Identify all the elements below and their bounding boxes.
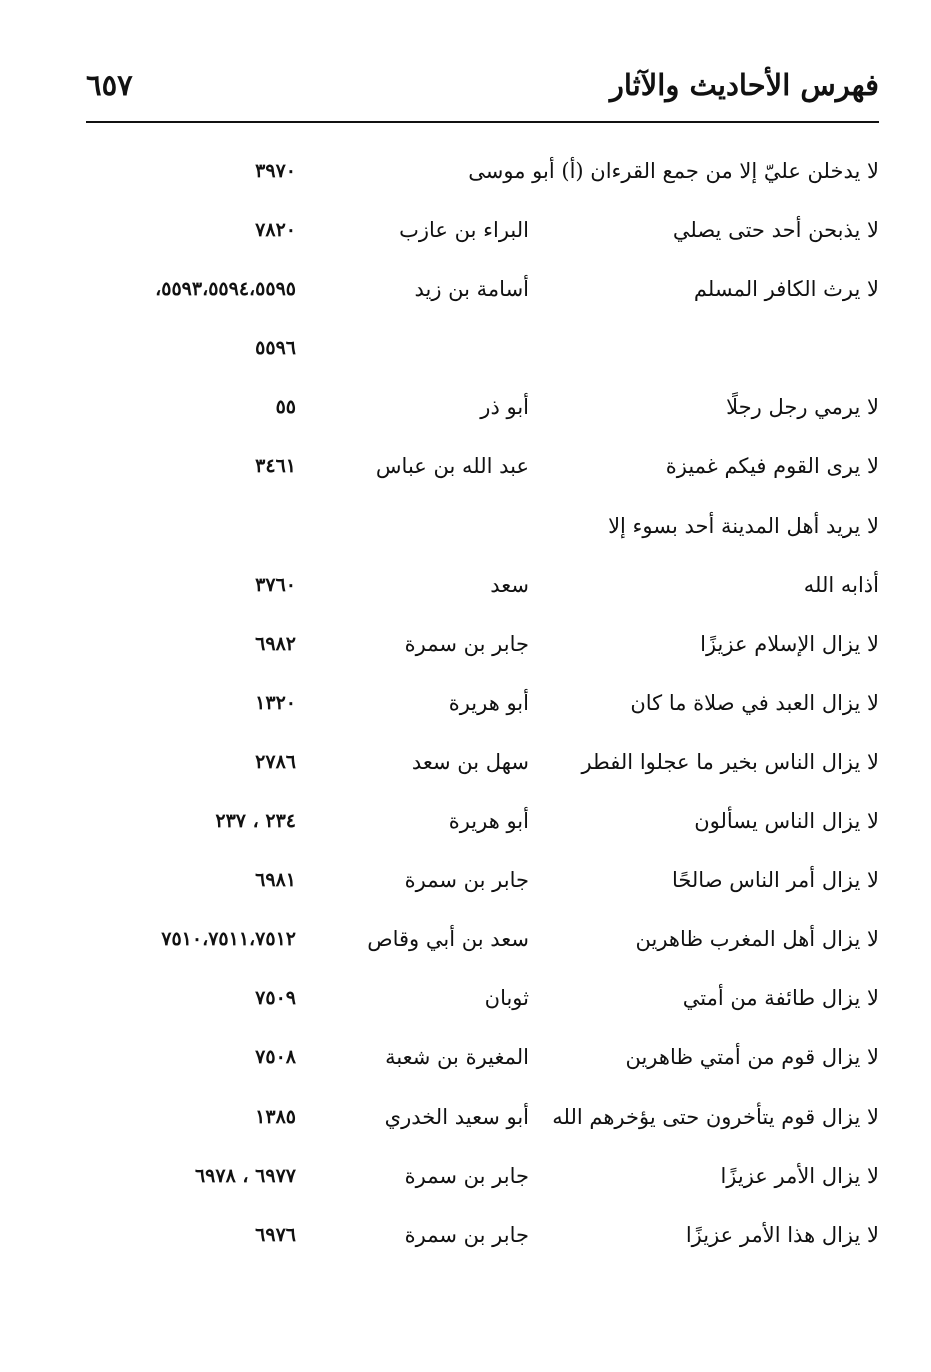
narrator: سعد بن أبي وقاص (367, 927, 529, 952)
hadith-text: لا يدخلن عليّ إلا من جمع القرءان (أ) أبو موسى (468, 159, 879, 183)
hadith-text: لا يرى القوم فيكم غميزة (665, 454, 879, 479)
narrator: سهل بن سعد (411, 749, 529, 774)
hadith-numbers: ٢٣٤ ، ٢٣٧ (215, 810, 296, 833)
hadith-text: لا يزال العبد في صلاة ما كان (630, 690, 879, 715)
hadith-numbers: ٦٩٧٧ ، ٦٩٧٨ (194, 1164, 296, 1187)
narrator: جابر بن سمرة (404, 631, 529, 656)
hadith-numbers: ٧٥٠٩ (255, 987, 296, 1010)
hadith-numbers: ٦٩٨٢ (255, 632, 296, 655)
hadith-text: لا يزال الناس بخير ما عجلوا الفطر (581, 749, 879, 774)
narrator: أبو ذر (480, 395, 529, 420)
narrator: أسامة بن زيد (414, 277, 529, 302)
hadith-numbers: ٣٧٦٠ (255, 573, 296, 596)
hadith-numbers: ٦٩٧٦ (255, 1223, 296, 1246)
index-entry (86, 852, 879, 911)
index-entry (86, 1029, 879, 1088)
hadith-text: لا يزال أهل المغرب ظاهرين (635, 927, 879, 952)
hadith-numbers: ٥٥٩٣،٥٥٩٤،٥٥٩٥، (155, 278, 296, 301)
narrator: جابر بن سمرة (404, 868, 529, 893)
hadith-numbers: ٧٥٠٨ (255, 1046, 296, 1069)
narrator: ثوبان (484, 986, 529, 1011)
narrator: سعد (490, 572, 529, 597)
hadith-numbers: ٣٤٦١ (255, 455, 296, 478)
hadith-numbers: ٣٩٧٠ (255, 160, 296, 182)
hadith-numbers: ٧٥١٠،٧٥١١،٧٥١٢ (161, 928, 296, 951)
hadith-text: لا يزال هذا الأمر عزيزًا (685, 1222, 879, 1247)
index-entry (86, 911, 879, 970)
hadith-text: لا يزال الأمر عزيزًا (720, 1163, 879, 1188)
narrator: البراء بن عازب (399, 218, 529, 243)
narrator: أبو سعيد الخدري (384, 1104, 529, 1129)
narrator: جابر بن سمرة (404, 1222, 529, 1247)
hadith-numbers: ٧٨٢٠ (255, 219, 296, 242)
hadith-numbers: ٢٧٨٦ (255, 750, 296, 773)
index-entry (86, 1089, 879, 1148)
hadith-text: لا يريد أهل المدينة أحد بسوء إلا (608, 513, 879, 538)
hadith-text: لا يزال الناس يسألون (694, 809, 879, 834)
page-number: ٦٥٧ (86, 68, 133, 102)
hadith-text: لا يزال الإسلام عزيزًا (700, 631, 879, 656)
hadith-text: أذابه الله (803, 572, 879, 597)
hadith-numbers: ١٣٨٥ (255, 1105, 296, 1128)
index-entry (86, 1148, 879, 1207)
index-entry (86, 261, 879, 320)
index-entry (86, 616, 879, 675)
hadith-text: لا يزال قوم من أمتي ظاهرين (625, 1045, 879, 1070)
header-divider (86, 121, 879, 123)
index-entry (86, 557, 879, 616)
hadith-numbers: ٥٥ (275, 396, 296, 419)
hadith-text: لا يذبحن أحد حتى يصلي (672, 218, 879, 243)
hadith-numbers: ٦٩٨١ (255, 869, 296, 892)
narrator: أبو هريرة (448, 809, 529, 834)
index-entry (86, 970, 879, 1029)
hadith-text: لا يرمي رجل رجلًا (726, 395, 879, 420)
hadith-text: لا يزال طائفة من أمتي (682, 986, 879, 1011)
narrator: عبد الله بن عباس (375, 454, 529, 479)
index-entry (86, 143, 879, 202)
index-entry (86, 793, 879, 852)
index-entry (86, 1207, 879, 1266)
hadith-numbers: ١٣٢٠ (255, 691, 296, 714)
hadith-numbers: ٥٥٩٦ (255, 337, 296, 360)
index-entry (86, 498, 879, 557)
hadith-text: لا يرث الكافر المسلم (693, 277, 879, 302)
page-title: فهرس الأحاديث والآثار (609, 68, 879, 102)
index-entry (86, 202, 879, 261)
hadith-text: لا يزال أمر الناس صالحًا (671, 868, 879, 893)
index-entries (86, 143, 879, 1266)
index-entry (86, 320, 879, 379)
index-entry (86, 675, 879, 734)
narrator: المغيرة بن شعبة (385, 1045, 529, 1070)
page-header (86, 62, 879, 122)
narrator: أبو هريرة (448, 690, 529, 715)
narrator: جابر بن سمرة (404, 1163, 529, 1188)
index-entry (86, 438, 879, 497)
index-entry (86, 734, 879, 793)
hadith-text: لا يزال قوم يتأخرون حتى يؤخرهم الله (552, 1104, 879, 1129)
index-entry (86, 379, 879, 438)
